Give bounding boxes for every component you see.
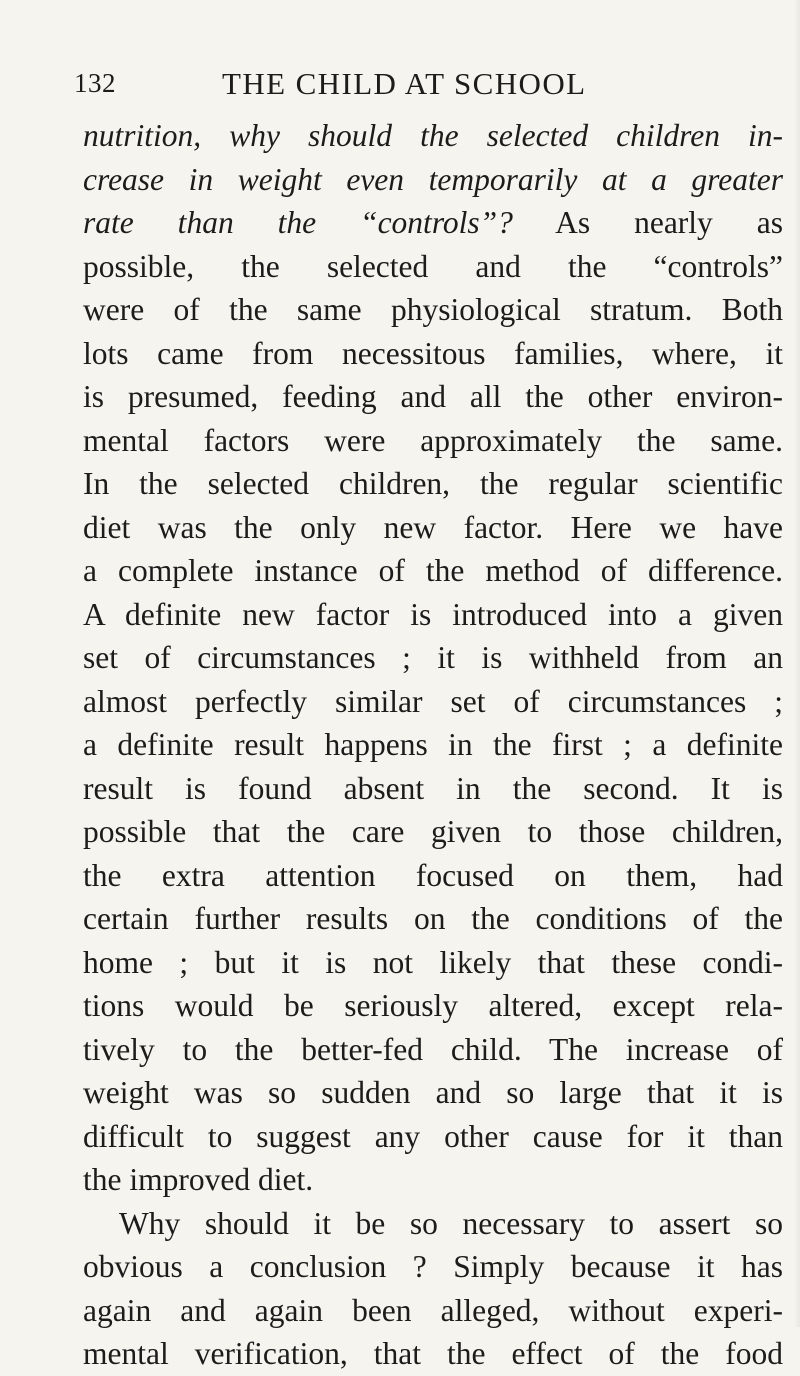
text-line xyxy=(83,593,783,637)
text-line xyxy=(83,1332,783,1376)
plain-text: As nearly as xyxy=(512,205,783,240)
plain-text: were of the same physiological stratum. Both xyxy=(83,292,783,327)
plain-text: the extra attention focused on them, had xyxy=(83,857,783,893)
text-line xyxy=(83,375,783,419)
text-line xyxy=(83,506,783,550)
running-head: THE CHILD AT SCHOOL xyxy=(222,66,587,101)
plain-text: again and again been alleged, without experi- xyxy=(83,1292,783,1328)
plain-text: obvious a conclusion ? Simply because it has xyxy=(83,1249,783,1284)
plain-text: a definite result happens in the first ; a definite xyxy=(83,727,783,762)
plain-text: tively to the better-fed child. The increase of xyxy=(83,1031,783,1067)
text-line xyxy=(83,984,783,1028)
text-line xyxy=(83,1158,783,1202)
text-line xyxy=(83,419,783,463)
text-line xyxy=(83,462,783,506)
plain-text: Why should it be so necessary to assert so xyxy=(119,1205,783,1241)
plain-text: the improved diet. xyxy=(83,1162,314,1197)
text-line xyxy=(83,723,783,767)
plain-text: certain further results on the conditions of the xyxy=(83,901,783,936)
plain-text: possible, the selected and the “controls” xyxy=(83,248,783,284)
text-line xyxy=(83,1202,783,1246)
text-line xyxy=(83,810,783,854)
text-line xyxy=(83,636,783,680)
text-line xyxy=(83,1028,783,1072)
plain-text: diet was the only new factor. Here we have xyxy=(83,509,783,545)
text-line xyxy=(83,332,783,376)
italic-text: crease in weight even temporarily at a greater xyxy=(83,161,783,197)
plain-text: A definite new factor is introduced into a given xyxy=(83,596,783,632)
text-line xyxy=(83,767,783,811)
plain-text: tions would be seriously altered, except rela- xyxy=(83,988,783,1023)
text-line xyxy=(83,288,783,332)
plain-text: mental factors were approximately the same. xyxy=(83,422,783,458)
text-line xyxy=(83,245,783,289)
text-line xyxy=(83,854,783,898)
text-line xyxy=(83,1289,783,1333)
text-line xyxy=(83,941,783,985)
plain-text: a complete instance of the method of difference. xyxy=(83,553,783,588)
body-text xyxy=(83,114,783,1376)
page-edge-shadow xyxy=(794,0,800,1327)
text-line xyxy=(83,549,783,593)
plain-text: possible that the care given to those children, xyxy=(83,814,783,849)
text-line xyxy=(83,897,783,941)
plain-text: almost perfectly similar set of circumstances ; xyxy=(83,683,783,719)
text-line xyxy=(83,680,783,724)
plain-text: In the selected children, the regular scientific xyxy=(83,466,783,501)
plain-text: result is found absent in the second. It is xyxy=(83,770,783,806)
plain-text: is presumed, feeding and all the other environ- xyxy=(83,379,783,414)
text-line xyxy=(83,1115,783,1159)
text-line xyxy=(83,114,783,158)
text-line xyxy=(83,201,783,245)
plain-text: weight was so sudden and so large that it is xyxy=(83,1075,783,1110)
italic-text: nutrition, why should the selected children in- xyxy=(83,118,783,153)
plain-text: set of circumstances ; it is withheld from an xyxy=(83,640,783,675)
plain-text: home ; but it is not likely that these condi- xyxy=(83,944,783,980)
plain-text: lots came from necessitous families, where, it xyxy=(83,335,783,371)
text-line xyxy=(83,1245,783,1289)
page-number: 132 xyxy=(74,68,116,98)
plain-text: mental verification, that the effect of the food xyxy=(83,1336,783,1371)
text-line xyxy=(83,1071,783,1115)
plain-text: difficult to suggest any other cause for it than xyxy=(83,1118,783,1154)
text-line xyxy=(83,158,783,202)
italic-text: rate than the “controls”? xyxy=(83,205,513,240)
